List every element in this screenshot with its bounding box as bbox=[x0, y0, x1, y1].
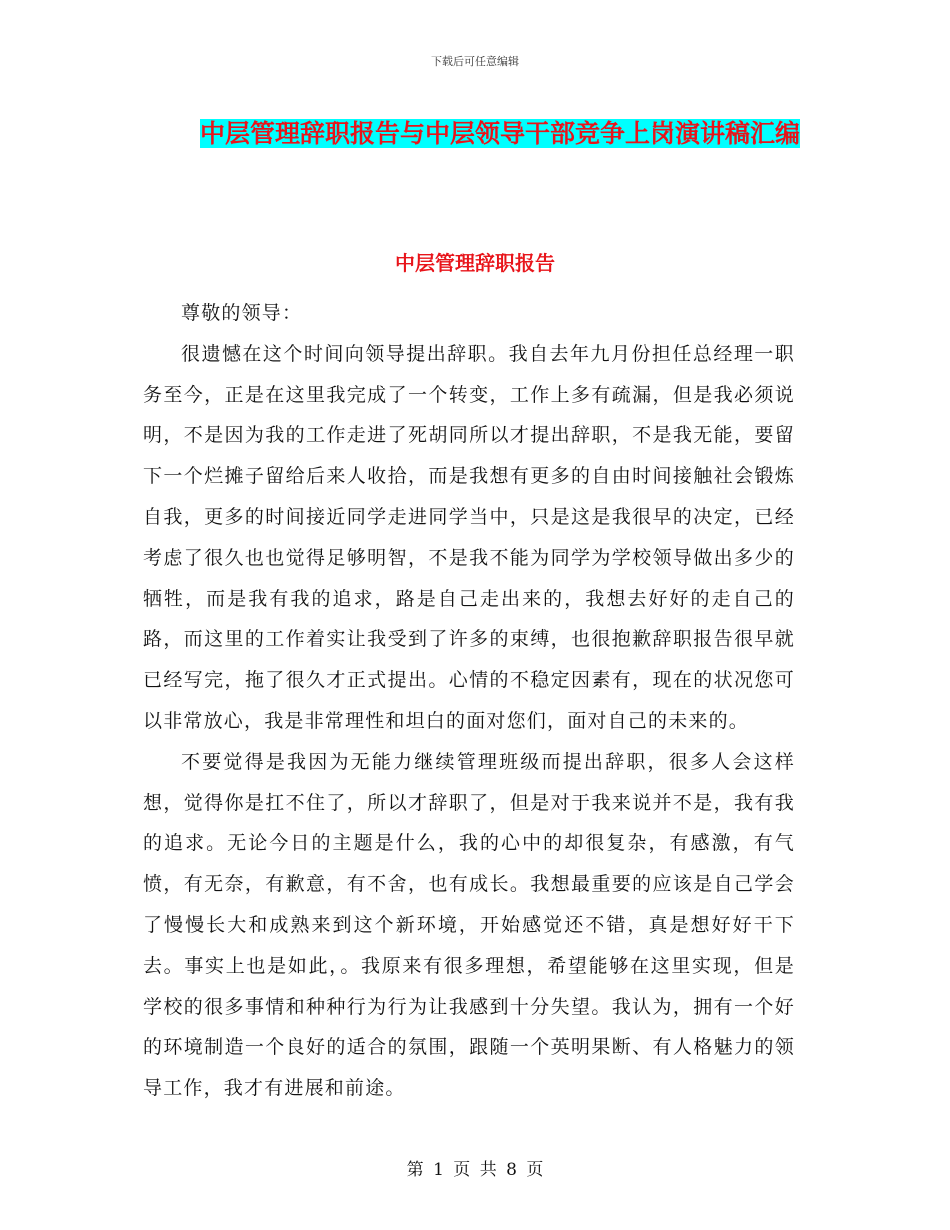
header-note: 下载后可任意编辑 bbox=[431, 55, 519, 68]
document-title bbox=[190, 112, 810, 155]
greeting: 尊敬的领导： bbox=[181, 302, 303, 324]
body-text bbox=[143, 293, 795, 1109]
paragraph-2: 不要觉得是我因为无能力继续管理班级而提出辞职，很多人会这样想，觉得你是扛不住了，所以才辞职了，但是对于我来说并不是，我有我的追求。无论今日的主题是什么，我的心中的却很复杂，有感激，有气愤，有无奈，有歉意，有不舍，也有成长。我想最重要的应该是自己学会了慢慢长大和成熟来到这个新环境，开始感觉还不错，真是想好好干下去。事实上也是如此，。我原来有很多理想，希望能够在这里实现，但是学校的很多事情和种种行为行为让我感到十分失望。我认为，拥有一个好的环境制造一个良好的适合的氛围，跟随一个英明果断、有人格魅力的领导工作，我才有进展和前途。 bbox=[143, 750, 795, 1100]
page-footer: 第 1 页 共 8 页 bbox=[406, 1160, 544, 1180]
section-title: 中层管理辞职报告 bbox=[395, 251, 555, 275]
paragraph-1: 很遗憾在这个时间向领导提出辞职。我自去年九月份担任总经理一职务至今，正是在这里我完成了一个转变，工作上多有疏漏，但是我必须说明，不是因为我的工作走进了死胡同所以才提出辞职，不是我无能，要留下一个烂摊子留给后来人收拾，而是我想有更多的自由时间接触社会锻炼自我，更多的时间接近同学走进同学当中，只是这是我很早的决定，已经考虑了很久也也觉得足够明智，不是我不能为同学为学校领导做出多少的牺牲，而是我有我的追求，路是自己走出来的，我想去好好的走自己的路，而这里的工作着实让我受到了许多的束缚，也很抱歉辞职报告很早就已经写完，拖了很久才正式提出。心情的不稳定因素有，现在的状况您可以非常放心，我是非常理性和坦白的面对您们，面对自己的未来的。 bbox=[143, 342, 795, 732]
document-title-text: 中层管理辞职报告与中层领导干部竞争上岗演讲稿汇编 bbox=[199, 119, 800, 148]
